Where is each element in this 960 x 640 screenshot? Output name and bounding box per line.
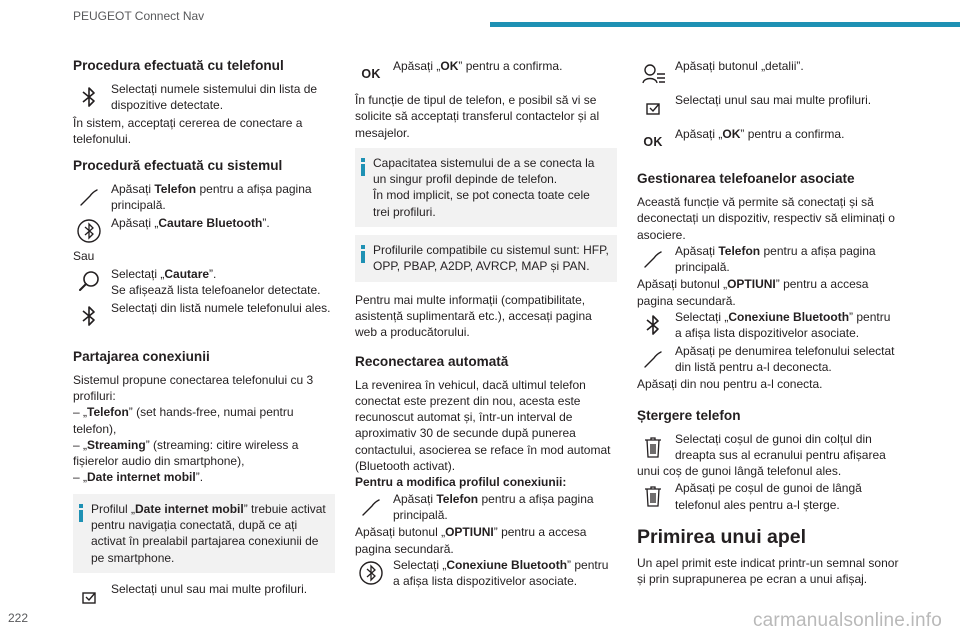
section-heading: Procedură efectuată cu sistemul: [73, 158, 283, 174]
instruction-step: [637, 343, 899, 376]
ok-icon: OK: [643, 135, 663, 149]
step-text: Selectați numele sistemului din lista de dispozitive detectate.: [111, 82, 318, 113]
instruction-step: [637, 243, 899, 276]
section-heading: Gestionarea telefoanelor asociate: [637, 171, 855, 186]
bluetooth-icon: [637, 309, 669, 341]
info-note: [355, 235, 617, 282]
step-text: Apăsați „OK” pentru a confirma.: [675, 127, 845, 141]
section-heading: Primirea unui apel: [637, 526, 807, 549]
header-accent-bar: [490, 22, 960, 27]
section-heading: Procedura efectuată cu telefonul: [73, 58, 284, 73]
step-text: Selectați unul sau mai multe profiluri.: [675, 93, 872, 107]
info-note: [73, 494, 335, 573]
instruction-step: [637, 309, 899, 342]
info-icon: [360, 245, 366, 263]
instruction-step: [637, 126, 899, 158]
instruction-step: [355, 491, 617, 524]
column-right: [637, 58, 899, 595]
page-number: 222: [8, 611, 29, 625]
paragraph: În funcție de tipul de telefon, e posibil să vi se solicite să acceptați transferul contactelor și al mesajelor.: [355, 93, 600, 140]
list-item: – „Telefon” (set hands-free, numai pentru telefon),: [73, 405, 294, 436]
list-item: – „Streaming” (streaming: citire wireless a fișierelor audio din smartphone),: [73, 437, 299, 469]
step-text: Apăsați „Cautare Bluetooth”.: [111, 215, 270, 230]
step-text: Selectați „Cautare”. Se afișează lista telefoanelor detectate.: [111, 267, 321, 298]
instruction-step: [73, 300, 335, 332]
paragraph: Apăsați din nou pentru a-l conecta.: [637, 377, 823, 392]
section-heading: Reconectarea automată: [355, 353, 509, 369]
instruction-step: [637, 431, 899, 480]
step-text: Apăsați Telefon pentru a afișa pagina principală.: [393, 491, 594, 522]
paragraph: În sistem, acceptați cererea de conectare a telefonului.: [73, 115, 303, 146]
instruction-step: [73, 266, 335, 299]
hand-tap-icon: [73, 181, 105, 213]
details-icon: [637, 58, 669, 90]
hand-tap-icon: [637, 243, 669, 275]
bluetooth-search-icon: [73, 215, 105, 247]
instruction-step: [73, 81, 335, 114]
note-text: Profilurile compatibile cu sistemul sunt: HFP, OPP, PBAP, A2DP, AVRCP, MAP și PAN.: [373, 243, 609, 274]
watermark: carmanualsonline.info: [752, 610, 942, 631]
step-text: Selectați coșul de gunoi din colțul din dreapta sus al ecranului pentru afișarea unui coș de gunoi lângă telefonul ales.: [637, 431, 886, 479]
bluetooth-icon: [73, 81, 105, 113]
step-text: Apăsați Telefon pentru a afișa pagina principală.: [111, 182, 312, 213]
instruction-step: [73, 581, 335, 613]
list-item: – „Date internet mobil”.: [73, 470, 204, 485]
bluetooth-search-icon: [355, 557, 387, 589]
paragraph: La revenirea în vehicul, dacă ultimul telefon conectat este prezent din nou, acesta este recunoscut automat și, într-un interval de aproximativ 30 de secunde după punerea contactului, asocierea se reface în mod automat (Bluetooth activat).: [355, 377, 611, 474]
instruction-step: [73, 181, 335, 214]
paragraph: Un apel primit este indicat printr-un semnal sonor și prin suprapunerea pe ecran a unui afișaj.: [637, 556, 899, 587]
section-heading: Ștergere telefon: [637, 407, 741, 423]
instruction-step: [355, 557, 617, 590]
hand-tap-icon: [355, 491, 387, 523]
step-text: Selectați „Conexiune Bluetooth” pentru a afișa lista dispozitivelor asociate.: [393, 557, 609, 589]
step-text: Apăsați Telefon pentru a afișa pagina principală.: [675, 243, 876, 275]
checkbox-icon: [637, 92, 669, 124]
column-left: [73, 52, 335, 614]
hand-tap-icon: [637, 343, 669, 375]
info-note: [355, 148, 617, 227]
step-text: Apăsați pe denumirea telefonului selectat din listă pentru a-l deconecta.: [675, 343, 895, 374]
section-heading: Partajarea conexiunii: [73, 348, 210, 364]
paragraph: Această funcție vă permite să conectați și să deconectați un dispozitiv, respectiv să eliminați o asociere.: [637, 195, 895, 242]
step-text: Selectați unul sau mai multe profiluri.: [111, 581, 308, 596]
instruction-step: [637, 480, 899, 513]
info-icon: [78, 504, 84, 522]
paragraph: Pentru mai multe informații (compatibilitate, asistență suplimentară etc.), accesați pagina web a producătorului.: [355, 292, 592, 340]
magnifier-icon: [73, 266, 105, 298]
step-text: Selectați din listă numele telefonului ales.: [111, 300, 331, 315]
note-text: Profilul „Date internet mobil” trebuie activat pentru navigația conectată, după ce ați activat în prealabil partajarea conexiunii de pe smartphone.: [91, 501, 326, 565]
paragraph: Pentru a modifica profilul conexiunii:: [355, 475, 567, 490]
instruction-step: [355, 58, 617, 90]
instruction-step: [637, 58, 899, 90]
checkbox-icon: [73, 581, 105, 613]
step-text: Selectați „Conexiune Bluetooth” pentru a afișa lista dispozitivelor asociate.: [675, 310, 891, 341]
step-text: Apăsați „OK” pentru a confirma.: [393, 59, 563, 73]
bluetooth-icon: [73, 300, 105, 332]
column-middle: [355, 58, 617, 590]
note-text: Capacitatea sistemului de a se conecta la un singur profil depinde de telefon. În mod implicit, se pot conecta toate cele trei profiluri.: [373, 155, 595, 219]
trash-icon: [637, 431, 669, 463]
paragraph: Apăsați butonul „OPTIUNI” pentru a accesa pagina secundară.: [355, 525, 587, 556]
instruction-step: [73, 215, 335, 247]
step-text: Apăsați butonul „detalii”.: [675, 59, 804, 73]
ok-icon: OK: [361, 67, 381, 81]
paragraph: Sistemul propune conectarea telefonului cu 3 profiluri:: [73, 372, 314, 403]
trash-icon: [637, 480, 669, 512]
paragraph: Sau: [73, 248, 95, 263]
instruction-step: [637, 92, 899, 124]
paragraph: Apăsați butonul „OPTIUNI” pentru a accesa pagina secundară.: [637, 277, 869, 308]
running-header: PEUGEOT Connect Nav: [73, 9, 205, 23]
info-icon: [360, 158, 366, 176]
step-text: Apăsați pe coșul de gunoi de lângă telefonul ales pentru a-l șterge.: [675, 481, 862, 512]
